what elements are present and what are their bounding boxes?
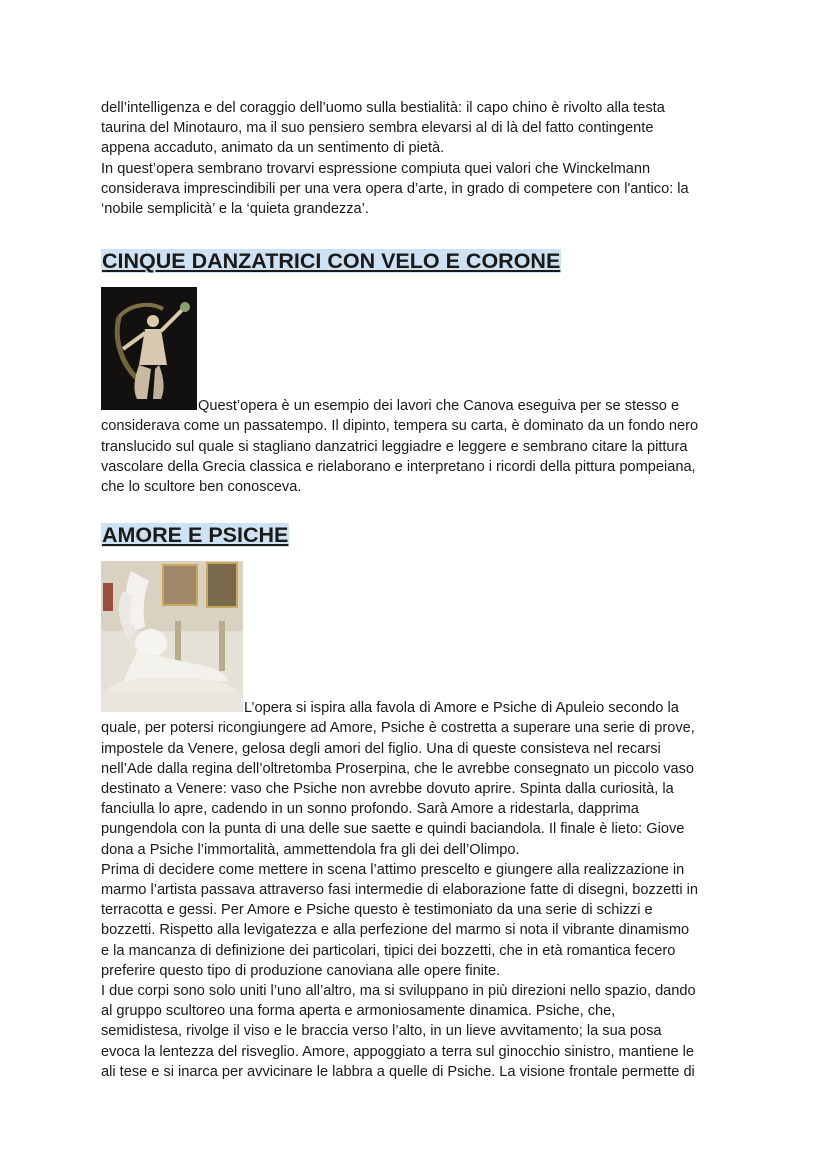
dancer-painting-image xyxy=(101,287,197,410)
text-line: ‘nobile semplicità’ e la ‘quieta grandezza’. xyxy=(101,201,369,218)
text-line: ali tese e si inarca per avvicinare le labbra a quelle di Psiche. La visione frontale permette di xyxy=(101,1063,695,1080)
text-line: dell’intelligenza e del coraggio dell’uomo sulla bestialità: il capo chino è rivolto alla testa xyxy=(101,100,665,116)
text-line: considerava come un passatempo. Il dipinto, tempera su carta, è dominato da un fondo nero xyxy=(101,418,699,435)
text-line: destinato a Venere: vaso che Psiche non avrebbe dovuto aprire. Spinta dalla curiosità, la xyxy=(101,781,674,798)
text-line: al gruppo scultoreo una forma aperta e armoniosamente dinamica. Psiche, che, xyxy=(101,1003,616,1020)
text-line: che lo scultore ben conosceva. xyxy=(101,479,302,496)
text-line: taurina del Minotauro, ma il suo pensiero sembra elevarsi al di là del fatto contingente xyxy=(101,120,654,137)
text-line: vascolare della Grecia classica e rielaborano e interpretano i ricordi della pittura pompeiana, xyxy=(101,458,696,475)
text-line: marmo l’artista passava attraverso fasi intermedie di elaborazione fatte di disegni, bozzetti in xyxy=(101,882,699,899)
intro-paragraph xyxy=(101,98,729,219)
section-cinque-danzatrici xyxy=(101,274,729,497)
text-line: quale, per potersi ricongiungere ad Amore, Psiche è costretta a superare una serie di prove, xyxy=(101,720,695,737)
text-line: fanciulla lo apre, cadendo in un sonno profondo. Sarà Amore a ridestarla, dapprima xyxy=(101,801,639,818)
text-line: e la mancanza di definizione dei particolari, tipici dei bozzetti, che in età romantica fecero xyxy=(101,942,676,959)
text-line: L’opera si ispira alla favola di Amore e Psiche di Apuleio secondo la xyxy=(101,548,729,718)
text-line: bozzetti. Rispetto alla levigatezza e alla perfezione del marmo si nota il vibrante dinamismo xyxy=(101,922,690,939)
text-line: dona a Psiche l’immortalità, ammettendola fra gli dei dell’Olimpo. xyxy=(101,841,520,858)
text-line: translucido sul quale si stagliano danzatrici leggiadre e leggere e sembrano citare la pittura xyxy=(101,438,688,455)
heading-text: CINQUE DANZATRICI CON VELO E CORONE xyxy=(102,249,561,274)
text-line: appena accaduto, animato da un sentimento di pietà. xyxy=(101,140,445,157)
heading-text: AMORE E PSICHE xyxy=(102,523,289,548)
text-line: terracotta e gessi. Per Amore e Psiche questo è testimoniato da una serie di schizzi e xyxy=(101,902,653,919)
text-line: nell’Ade dalla regina dell’oltretomba Proserpina, che le avrebbe consegnato un piccolo vaso xyxy=(101,760,695,777)
text-line: impostele da Venere, gelosa degli amori del figlio. Una di queste consisteva nel recarsi xyxy=(101,740,661,757)
amore-psiche-sculpture-image xyxy=(101,561,243,712)
text-line: semidistesa, rivolge il viso e le braccia verso l’alto, in un lieve avvitamento; la sua posa xyxy=(101,1023,662,1040)
text-line: Quest’opera è un esempio dei lavori che Canova eseguiva per se stesso e xyxy=(101,274,729,416)
text-line: pungendola con la punta di una delle sue saette e quindi baciandola. Il finale è lieto: Giove xyxy=(101,821,685,838)
text-line: preferire questo tipo di produzione canoviana alle opere finite. xyxy=(101,962,501,979)
text-line: I due corpi sono solo uniti l’uno all’altro, ma si sviluppano in più direzioni nello spazio, dando xyxy=(101,983,696,1000)
text-line: In quest’opera sembrano trovarvi espressione compiuta quei valori che Winckelmann xyxy=(101,160,651,177)
section-heading-cinque-danzatrici xyxy=(101,248,729,274)
section-amore-psiche xyxy=(101,548,729,1082)
document-content xyxy=(101,98,729,1082)
section-heading-amore-psiche xyxy=(101,522,729,548)
text-line: evoca la lentezza del risveglio. Amore, appoggiato a terra sul ginocchio sinistro, mantiene le xyxy=(101,1043,694,1060)
text-line: considerava imprescindibili per una vera opera d’arte, in grado di competere con l'antico: la xyxy=(101,180,689,197)
text-line: Prima di decidere come mettere in scena l’attimo prescelto e giungere alla realizzazione in xyxy=(101,861,685,878)
